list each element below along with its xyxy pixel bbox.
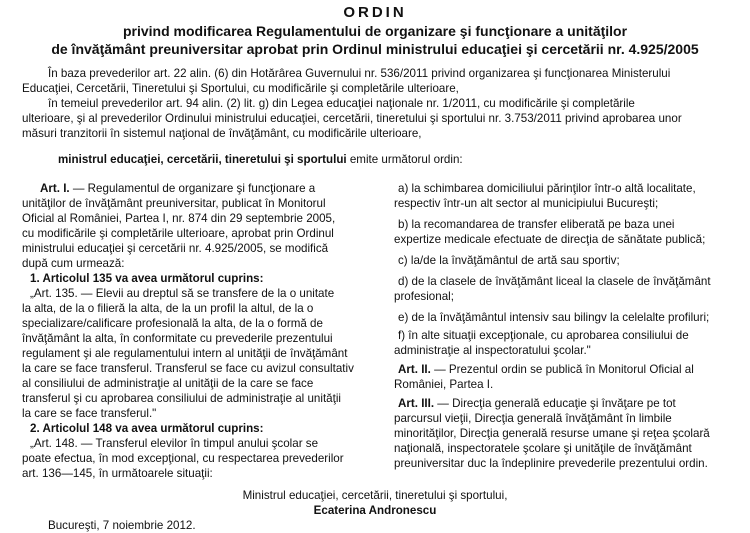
- document-subtitle-line-2: de învăţământ preuniversitar aprobat prin Ordinul ministrului educaţiei şi cercetării nr. 4.925/2005: [51, 41, 699, 57]
- left-line: „Art. 135. — Elevii au dreptul să se transfere de la o unitate: [30, 287, 335, 300]
- document-title: ORDIN: [343, 4, 407, 21]
- left-line: poate efectua, în mod excepţional, cu respectarea prevederilor: [22, 452, 344, 465]
- preamble-line: În baza prevederilor art. 22 alin. (6) din Hotărârea Guvernului nr. 536/2011 privind organizarea şi funcţionarea Ministerului: [48, 67, 671, 80]
- signature-name: Ecaterina Andronescu: [313, 504, 437, 517]
- signature-role: Ministrul educaţiei, cercetării, tineretului şi sportului,: [242, 489, 508, 502]
- right-line: administraţie al inspectoratului şcolar.": [394, 344, 591, 357]
- left-line: „Art. 148. — Transferul elevilor în timpul anului şcolar se: [30, 437, 319, 450]
- left-line: cu modificările şi completările ulterioare, aprobat prin Ordinul: [22, 227, 334, 240]
- left-line: unităţilor de învăţământ preuniversitar, publicat în Monitorul: [22, 197, 326, 210]
- left-line: transferul şi cu aprobarea consiliului de administraţie al unităţii: [22, 392, 341, 405]
- issuer-line: [58, 152, 463, 167]
- left-line: regulament şi ale regulamentului intern al unităţii de învăţământ: [22, 347, 348, 360]
- right-line: e) de la învăţământul intensiv sau bilingv la celelalte profiluri;: [398, 311, 710, 324]
- preamble-line: Educaţiei, Cercetării, Tineretului şi Sportului, cu modificările şi completările ulterioare,: [22, 82, 459, 95]
- right-line: preuniversitar duc la îndeplinire prevederile prezentului ordin.: [394, 457, 708, 470]
- right-line: respectiv într-un alt sector al municipiului Bucureşti;: [394, 197, 659, 210]
- right-line: expertize medicale efectuate de direcţia de sănătate publică;: [394, 233, 706, 246]
- left-line: al consiliului de administraţie al unităţii de la care se face: [22, 377, 314, 390]
- right-line: b) la recomandarea de transfer eliberată pe baza unei: [398, 218, 675, 231]
- left-line: Art. I. — Regulamentul de organizare şi funcţionare a: [40, 182, 316, 195]
- document-subtitle-line-1: privind modificarea Regulamentului de organizare şi funcţionare a unităţilor: [122, 23, 628, 39]
- right-line: minorităţilor, Direcţia generală resurse umane şi reţea şcolară: [394, 427, 710, 440]
- right-line: Art. III. — Direcţia generală educaţie şi învăţare pe tot: [398, 397, 676, 410]
- preamble-line: ulterioare, şi al prevederilor Ordinului ministrului educaţiei, cercetării, tineretului şi sportului nr. 3.753/2011 privind aprobarea unor: [22, 112, 682, 125]
- right-line: c) la/de la învăţământul de artă sau sportiv;: [398, 254, 620, 267]
- right-line: Art. II. — Prezentul ordin se publică în Monitorul Oficial al: [398, 363, 694, 376]
- left-line-heading: 2. Articolul 148 va avea următorul cuprins:: [30, 422, 264, 435]
- preamble-line: în temeiul prevederilor art. 94 alin. (2) lit. g) din Legea educaţiei naţionale nr. 1/2011, cu modificările şi completările: [48, 97, 635, 110]
- left-line: art. 136—145, în următoarele situaţii:: [22, 467, 213, 480]
- left-line: la alta, de la o filieră la alta, de la un profil la altul, de la o: [22, 302, 314, 315]
- right-line: parcursul vieţii, Direcţia generală învăţământ în limbile: [394, 412, 672, 425]
- left-line: după cum urmează:: [22, 257, 125, 270]
- left-line-heading: 1. Articolul 135 va avea următorul cuprins:: [30, 272, 264, 285]
- preamble-line: măsuri tranzitorii în sistemul naţional de învăţământ, cu modificările ulterioare,: [22, 127, 422, 140]
- left-line: Oficial al României, Partea I, nr. 874 din 29 septembrie 2005,: [22, 212, 336, 225]
- issuer-rest: emite următorul ordin:: [346, 153, 463, 166]
- left-line: specializare/calificare profesională la alta, de la o formă de: [22, 317, 323, 330]
- right-line: a) la schimbarea domiciliului părinţilor într-o altă localitate,: [398, 182, 696, 195]
- left-line: la care se face transferul.": [22, 407, 157, 420]
- left-line: la care se face transferul. Transferul se face cu avizul consultativ: [22, 362, 354, 375]
- right-line: f) în alte situaţii excepţionale, cu aprobarea consiliului de: [398, 329, 689, 342]
- right-line: României, Partea I.: [394, 378, 494, 391]
- place-date: Bucureşti, 7 noiembrie 2012.: [48, 519, 196, 532]
- right-line: naţională, inspectoratele şcolare şi unităţile de învăţământ: [394, 442, 692, 455]
- left-line: ministrului educaţiei şi cercetării nr. 4.925/2005, se modifică: [22, 242, 329, 255]
- issuer-bold: ministrul educaţiei, cercetării, tineretului şi sportului: [58, 153, 347, 166]
- right-line: profesional;: [394, 290, 454, 303]
- left-line: învăţământ la alta, în conformitate cu prevederile prezentului: [22, 332, 333, 345]
- right-line: d) de la clasele de învăţământ liceal la clasele de învăţământ: [398, 275, 711, 288]
